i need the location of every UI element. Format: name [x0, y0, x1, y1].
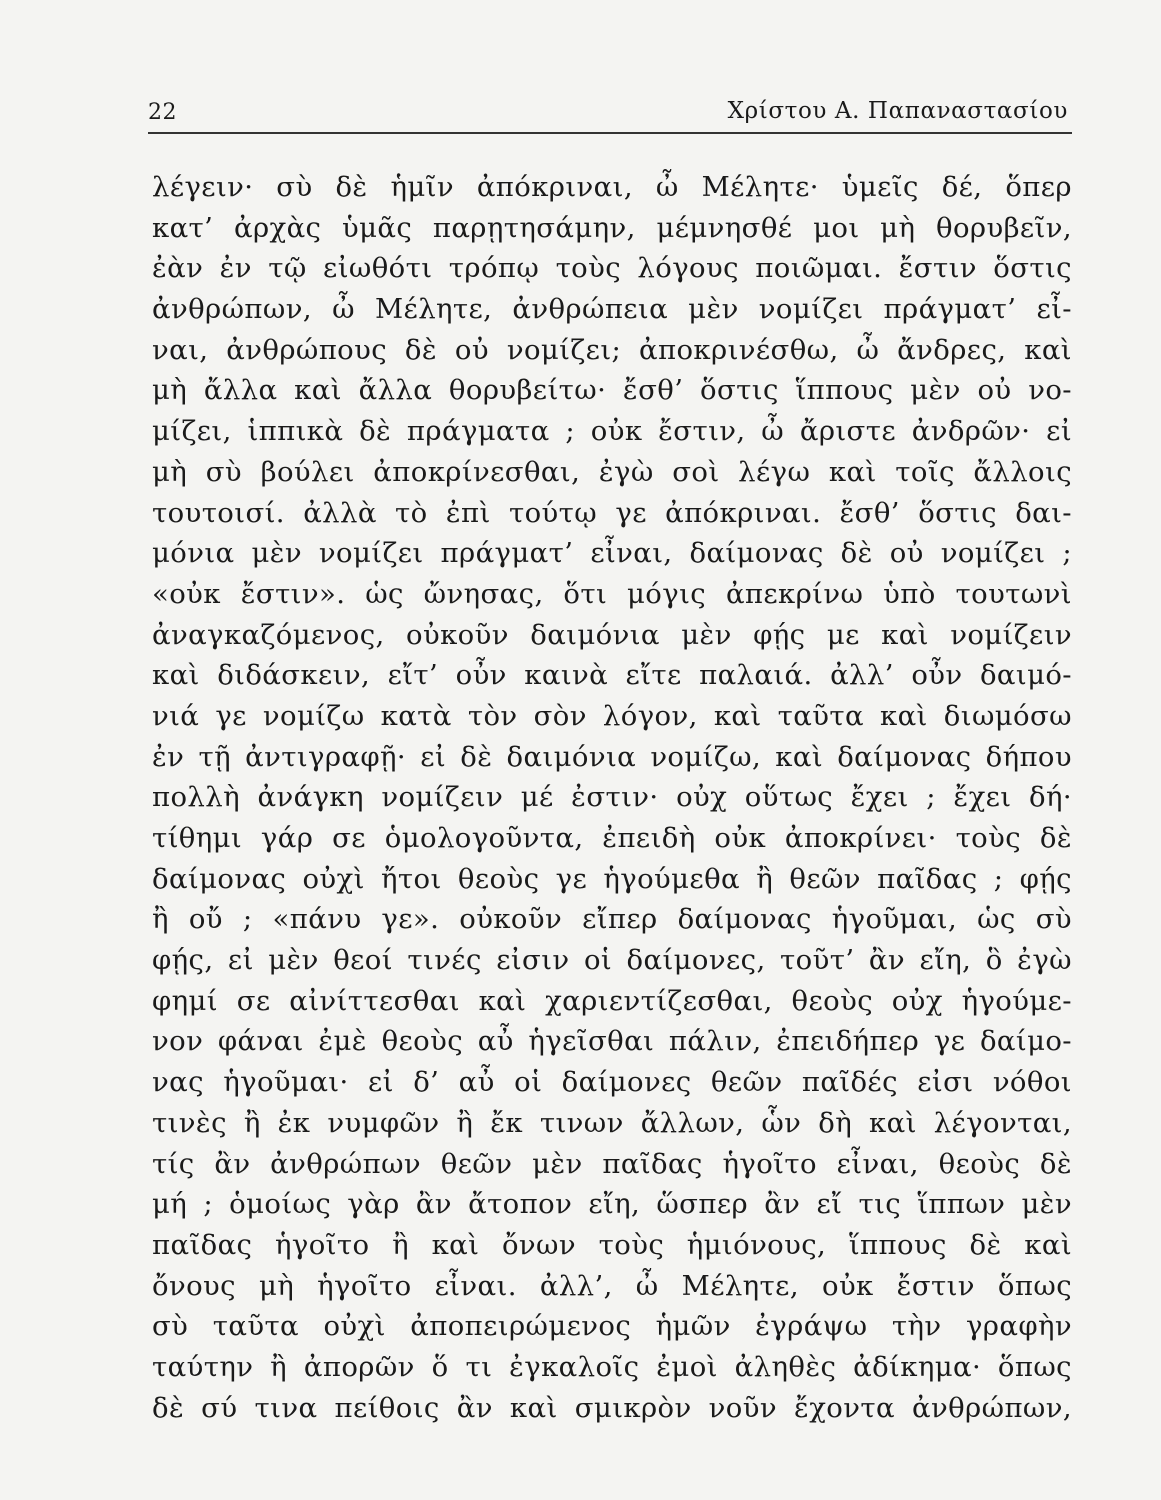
text-line: φῄς, εἰ μὲν θεοί τινές εἰσιν οἱ δαίμονες, τοῦτ’ ἂν εἴη, ὃ ἐγὼ — [152, 944, 1072, 977]
running-head: Χρίστου Α. Παπαναστασίου — [727, 98, 1068, 124]
text-line: μόνια μὲν νομίζει πράγματ’ εἶναι, δαίμονας δὲ οὐ νομίζει ; — [152, 537, 1072, 570]
text-line: μή ; ὁμοίως γὰρ ἂν ἄτοπον εἴη, ὥσπερ ἂν εἴ τις ἵππων μὲν — [152, 1188, 1072, 1221]
text-line: παῖδας ἡγοῖτο ἢ καὶ ὄνων τοὺς ἡμιόνους, ἵππους δὲ καὶ — [152, 1228, 1072, 1261]
text-line: τίθημι γάρ σε ὁμολογοῦντα, ἐπειδὴ οὐκ ἀποκρίνει· τοὺς δὲ — [152, 822, 1072, 854]
text-line: φημί σε αἰνίττεσθαι καὶ χαριεντίζεσθαι, θεοὺς οὐχ ἡγούμε- — [152, 984, 1072, 1017]
text-line: ἀνθρώπων, ὦ Μέλητε, ἀνθρώπεια μὲν νομίζει πράγματ’ εἶ- — [152, 293, 1072, 326]
page-header — [148, 92, 1068, 128]
text-line: λέγειν· σὺ δὲ ἡμῖν ἀπόκριναι, ὦ Μέλητε· ὑμεῖς δέ, ὅπερ — [152, 171, 1072, 203]
text-line: πολλὴ ἀνάγκη νομίζειν μέ ἐστιν· οὐχ οὕτως ἔχει ; ἔχει δή· — [152, 781, 1072, 814]
text-line: ἀναγκαζόμενος, οὐκοῦν δαιμόνια μὲν φῄς με καὶ νομίζειν — [152, 618, 1072, 651]
text-line: ταύτην ἢ ἀπορῶν ὅ τι ἐγκαλοῖς ἐμοὶ ἀληθὲς ἀδίκημα· ὅπως — [152, 1350, 1072, 1383]
text-line: μὴ ἄλλα καὶ ἄλλα θορυβείτω· ἔσθ’ ὅστις ἵππους μὲν οὐ νο- — [152, 374, 1072, 407]
text-line: νιά γε νομίζω κατὰ τὸν σὸν λόγον, καὶ ταῦτα καὶ διωμόσω — [152, 699, 1072, 732]
body-text — [152, 167, 1072, 1428]
text-line: κατ’ ἀρχὰς ὑμᾶς παρῃτησάμην, μέμνησθέ μοι μὴ θορυβεῖν, — [152, 211, 1072, 244]
text-line: νας ἡγοῦμαι· εἰ δ’ αὖ οἱ δαίμονες θεῶν παῖδές εἰσι νόθοι — [152, 1066, 1072, 1099]
text-line: «οὐκ ἔστιν». ὡς ὤνησας, ὅτι μόγις ἀπεκρίνω ὑπὸ τουτωνὶ — [152, 577, 1072, 610]
text-line: ὄνους μὴ ἡγοῖτο εἶναι. ἀλλ’, ὦ Μέλητε, οὐκ ἔστιν ὅπως — [152, 1269, 1072, 1302]
text-line: ἐὰν ἐν τῷ εἰωθότι τρόπῳ τοὺς λόγους ποιῶμαι. ἔστιν ὅστις — [152, 252, 1072, 285]
text-line: δαίμονας οὐχὶ ἤτοι θεοὺς γε ἡγούμεθα ἢ θεῶν παῖδας ; φῄς — [152, 862, 1072, 895]
text-line: μὴ σὺ βούλει ἀποκρίνεσθαι, ἐγὼ σοὶ λέγω καὶ τοῖς ἄλλοις — [152, 455, 1072, 488]
text-line: ἢ οὔ ; «πάνυ γε». οὐκοῦν εἴπερ δαίμονας ἡγοῦμαι, ὡς σὺ — [152, 903, 1072, 936]
text-line: ναι, ἀνθρώπους δὲ οὐ νομίζει; ἀποκρινέσθω, ὦ ἄνδρες, καὶ — [152, 333, 1072, 366]
text-line: δὲ σύ τινα πείθοις ἂν καὶ σμικρὸν νοῦν ἔχοντα ἀνθρώπων, — [152, 1391, 1072, 1424]
text-line: σὺ ταῦτα οὐχὶ ἀποπειρώμενος ἡμῶν ἐγράψω τὴν γραφὴν — [152, 1310, 1072, 1343]
text-line: μίζει, ἱππικὰ δὲ πράγματα ; οὐκ ἔστιν, ὦ ἄριστε ἀνδρῶν· εἰ — [152, 415, 1072, 448]
page-number: 22 — [148, 100, 177, 125]
text-line: τουτοισί. ἀλλὰ τὸ ἐπὶ τούτῳ γε ἀπόκριναι. ἔσθ’ ὅστις δαι- — [152, 496, 1072, 529]
header-rule — [148, 132, 1072, 134]
text-line: ἐν τῇ ἀντιγραφῇ· εἰ δὲ δαιμόνια νομίζω, καὶ δαίμονας δήπου — [152, 740, 1072, 773]
text-line: νον φάναι ἐμὲ θεοὺς αὖ ἡγεῖσθαι πάλιν, ἐπειδήπερ γε δαίμο- — [152, 1025, 1072, 1058]
text-line: τινὲς ἢ ἐκ νυμφῶν ἢ ἔκ τινων ἄλλων, ὧν δὴ καὶ λέγονται, — [152, 1106, 1072, 1139]
text-line: τίς ἂν ἀνθρώπων θεῶν μὲν παῖδας ἡγοῖτο εἶναι, θεοὺς δὲ — [152, 1147, 1072, 1180]
text-line: καὶ διδάσκειν, εἴτ’ οὖν καινὰ εἴτε παλαιά. ἀλλ’ οὖν δαιμό- — [152, 659, 1072, 692]
